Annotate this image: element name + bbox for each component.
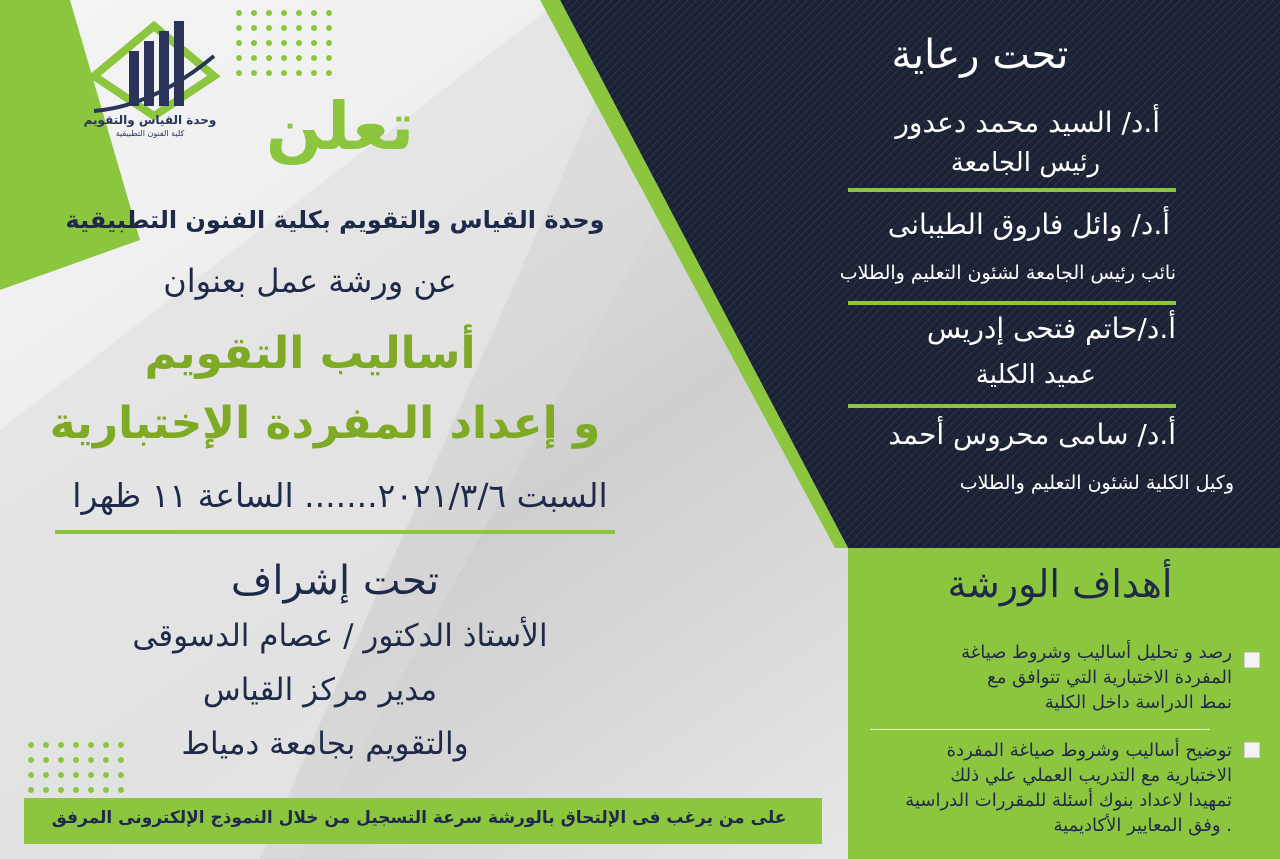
organization-text: وحدة القياس والتقويم بكلية الفنون التطبيقية xyxy=(65,206,605,234)
dot-decoration xyxy=(73,787,79,793)
patron-name: أ.د/ سامى محروس أحمد xyxy=(888,418,1176,451)
dot-decoration xyxy=(326,25,332,31)
dot-decoration xyxy=(296,70,302,76)
dot-decoration xyxy=(43,787,49,793)
goal-line: الاختبارية مع التدريب العملي علي ذلك xyxy=(950,765,1232,786)
workshop-title-line1: أساليب التقويم xyxy=(144,328,476,379)
goal-line: المفردة الاختبارية التي تتوافق مع xyxy=(987,667,1232,688)
dot-decoration xyxy=(266,25,272,31)
dot-decoration xyxy=(88,787,94,793)
logo-name: وحدة القياس والتقويم xyxy=(83,113,217,127)
supervision-heading: تحت إشراف xyxy=(230,558,440,604)
goal-line: . وفق المعايير الأكاديمية xyxy=(1053,815,1232,836)
dot-decoration xyxy=(251,70,257,76)
dot-decoration xyxy=(326,70,332,76)
patron-divider xyxy=(848,404,1176,408)
dot-decoration xyxy=(103,772,109,778)
dot-decoration xyxy=(236,55,242,61)
dot-decoration xyxy=(28,772,34,778)
goal-line: توضيح أساليب وشروط صياغة المفردة xyxy=(946,740,1232,761)
patron-name: أ.د/ السيد محمد دعدور xyxy=(895,106,1160,139)
dot-decoration xyxy=(58,787,64,793)
dot-decoration xyxy=(236,10,242,16)
dot-decoration xyxy=(281,70,287,76)
patron-name: أ.د/ وائل فاروق الطيبانى xyxy=(887,208,1170,241)
dot-decoration xyxy=(326,55,332,61)
dot-decoration xyxy=(281,10,287,16)
patron-divider xyxy=(848,301,1176,305)
dot-decoration xyxy=(73,772,79,778)
dot-decoration xyxy=(251,10,257,16)
goal-line: نمط الدراسة داخل الكلية xyxy=(1044,692,1232,713)
dot-decoration xyxy=(251,25,257,31)
patronage-heading: تحت رعاية xyxy=(891,32,1069,78)
workshop-intro: عن ورشة عمل بعنوان xyxy=(163,262,457,300)
dot-decoration xyxy=(118,772,124,778)
dot-decoration xyxy=(311,25,317,31)
patron-divider xyxy=(848,188,1176,192)
dot-decoration xyxy=(236,70,242,76)
supervisor-role-line2: والتقويم بجامعة دمياط xyxy=(181,726,469,762)
dot-decoration xyxy=(236,40,242,46)
logo-text xyxy=(60,113,240,138)
goal-item xyxy=(850,738,1260,838)
dot-decoration xyxy=(88,772,94,778)
dot-decoration xyxy=(311,55,317,61)
dot-decoration xyxy=(236,25,242,31)
patron-role: عميد الكلية xyxy=(975,360,1096,390)
dot-decoration xyxy=(311,70,317,76)
dot-decoration xyxy=(43,772,49,778)
workshop-datetime: السبت ٢٠٢١/٣/٦....... الساعة ١١ ظهرا xyxy=(72,476,608,515)
goal-line: تمهيدا لاعداد بنوك أسئلة للمقررات الدراسية xyxy=(905,790,1232,811)
patron-role: وكيل الكلية لشئون التعليم والطلاب xyxy=(959,472,1234,494)
goal-item xyxy=(860,640,1260,715)
dot-decoration xyxy=(296,10,302,16)
supervisor-name: الأستاذ الدكتور / عصام الدسوقى xyxy=(132,618,548,654)
dot-decoration xyxy=(311,40,317,46)
dot-decoration xyxy=(28,787,34,793)
workshop-title-line2: و إعداد المفردة الإختبارية xyxy=(49,398,601,449)
dot-decoration xyxy=(281,55,287,61)
dot-decoration xyxy=(103,787,109,793)
checkbox-icon xyxy=(1244,742,1260,758)
dot-decoration xyxy=(296,55,302,61)
dot-decoration xyxy=(296,25,302,31)
goal-line: رصد و تحليل أساليب وشروط صياغة xyxy=(961,642,1232,663)
dot-decoration xyxy=(58,772,64,778)
dot-decoration xyxy=(266,70,272,76)
announcement-heading: تعلن xyxy=(265,88,415,165)
dot-decoration xyxy=(266,40,272,46)
dot-decoration xyxy=(326,40,332,46)
dot-decoration xyxy=(266,10,272,16)
goals-heading: أهداف الورشة xyxy=(947,562,1173,606)
dot-pattern-top xyxy=(236,10,332,76)
dot-decoration xyxy=(281,25,287,31)
patron-role: رئيس الجامعة xyxy=(950,148,1100,178)
dot-decoration xyxy=(251,40,257,46)
dot-decoration xyxy=(296,40,302,46)
dot-decoration xyxy=(326,10,332,16)
dot-decoration xyxy=(118,787,124,793)
registration-text: على من يرغب فى الإلتحاق بالورشة سرعة التسجيل من خلال النموذج الإلكترونى المرفق xyxy=(51,808,787,828)
patron-role: نائب رئيس الجامعة لشئون التعليم والطلاب xyxy=(839,262,1176,284)
dot-decoration xyxy=(266,55,272,61)
dot-decoration xyxy=(251,55,257,61)
dot-decoration xyxy=(281,40,287,46)
divider-line xyxy=(55,530,615,534)
patron-name: أ.د/حاتم فتحى إدريس xyxy=(926,312,1176,345)
logo-subtitle: كلية الفنون التطبيقية xyxy=(115,129,185,138)
goal-divider xyxy=(870,729,1210,730)
checkbox-icon xyxy=(1244,652,1260,668)
supervisor-role-line1: مدير مركز القياس xyxy=(202,672,438,708)
dot-decoration xyxy=(311,10,317,16)
